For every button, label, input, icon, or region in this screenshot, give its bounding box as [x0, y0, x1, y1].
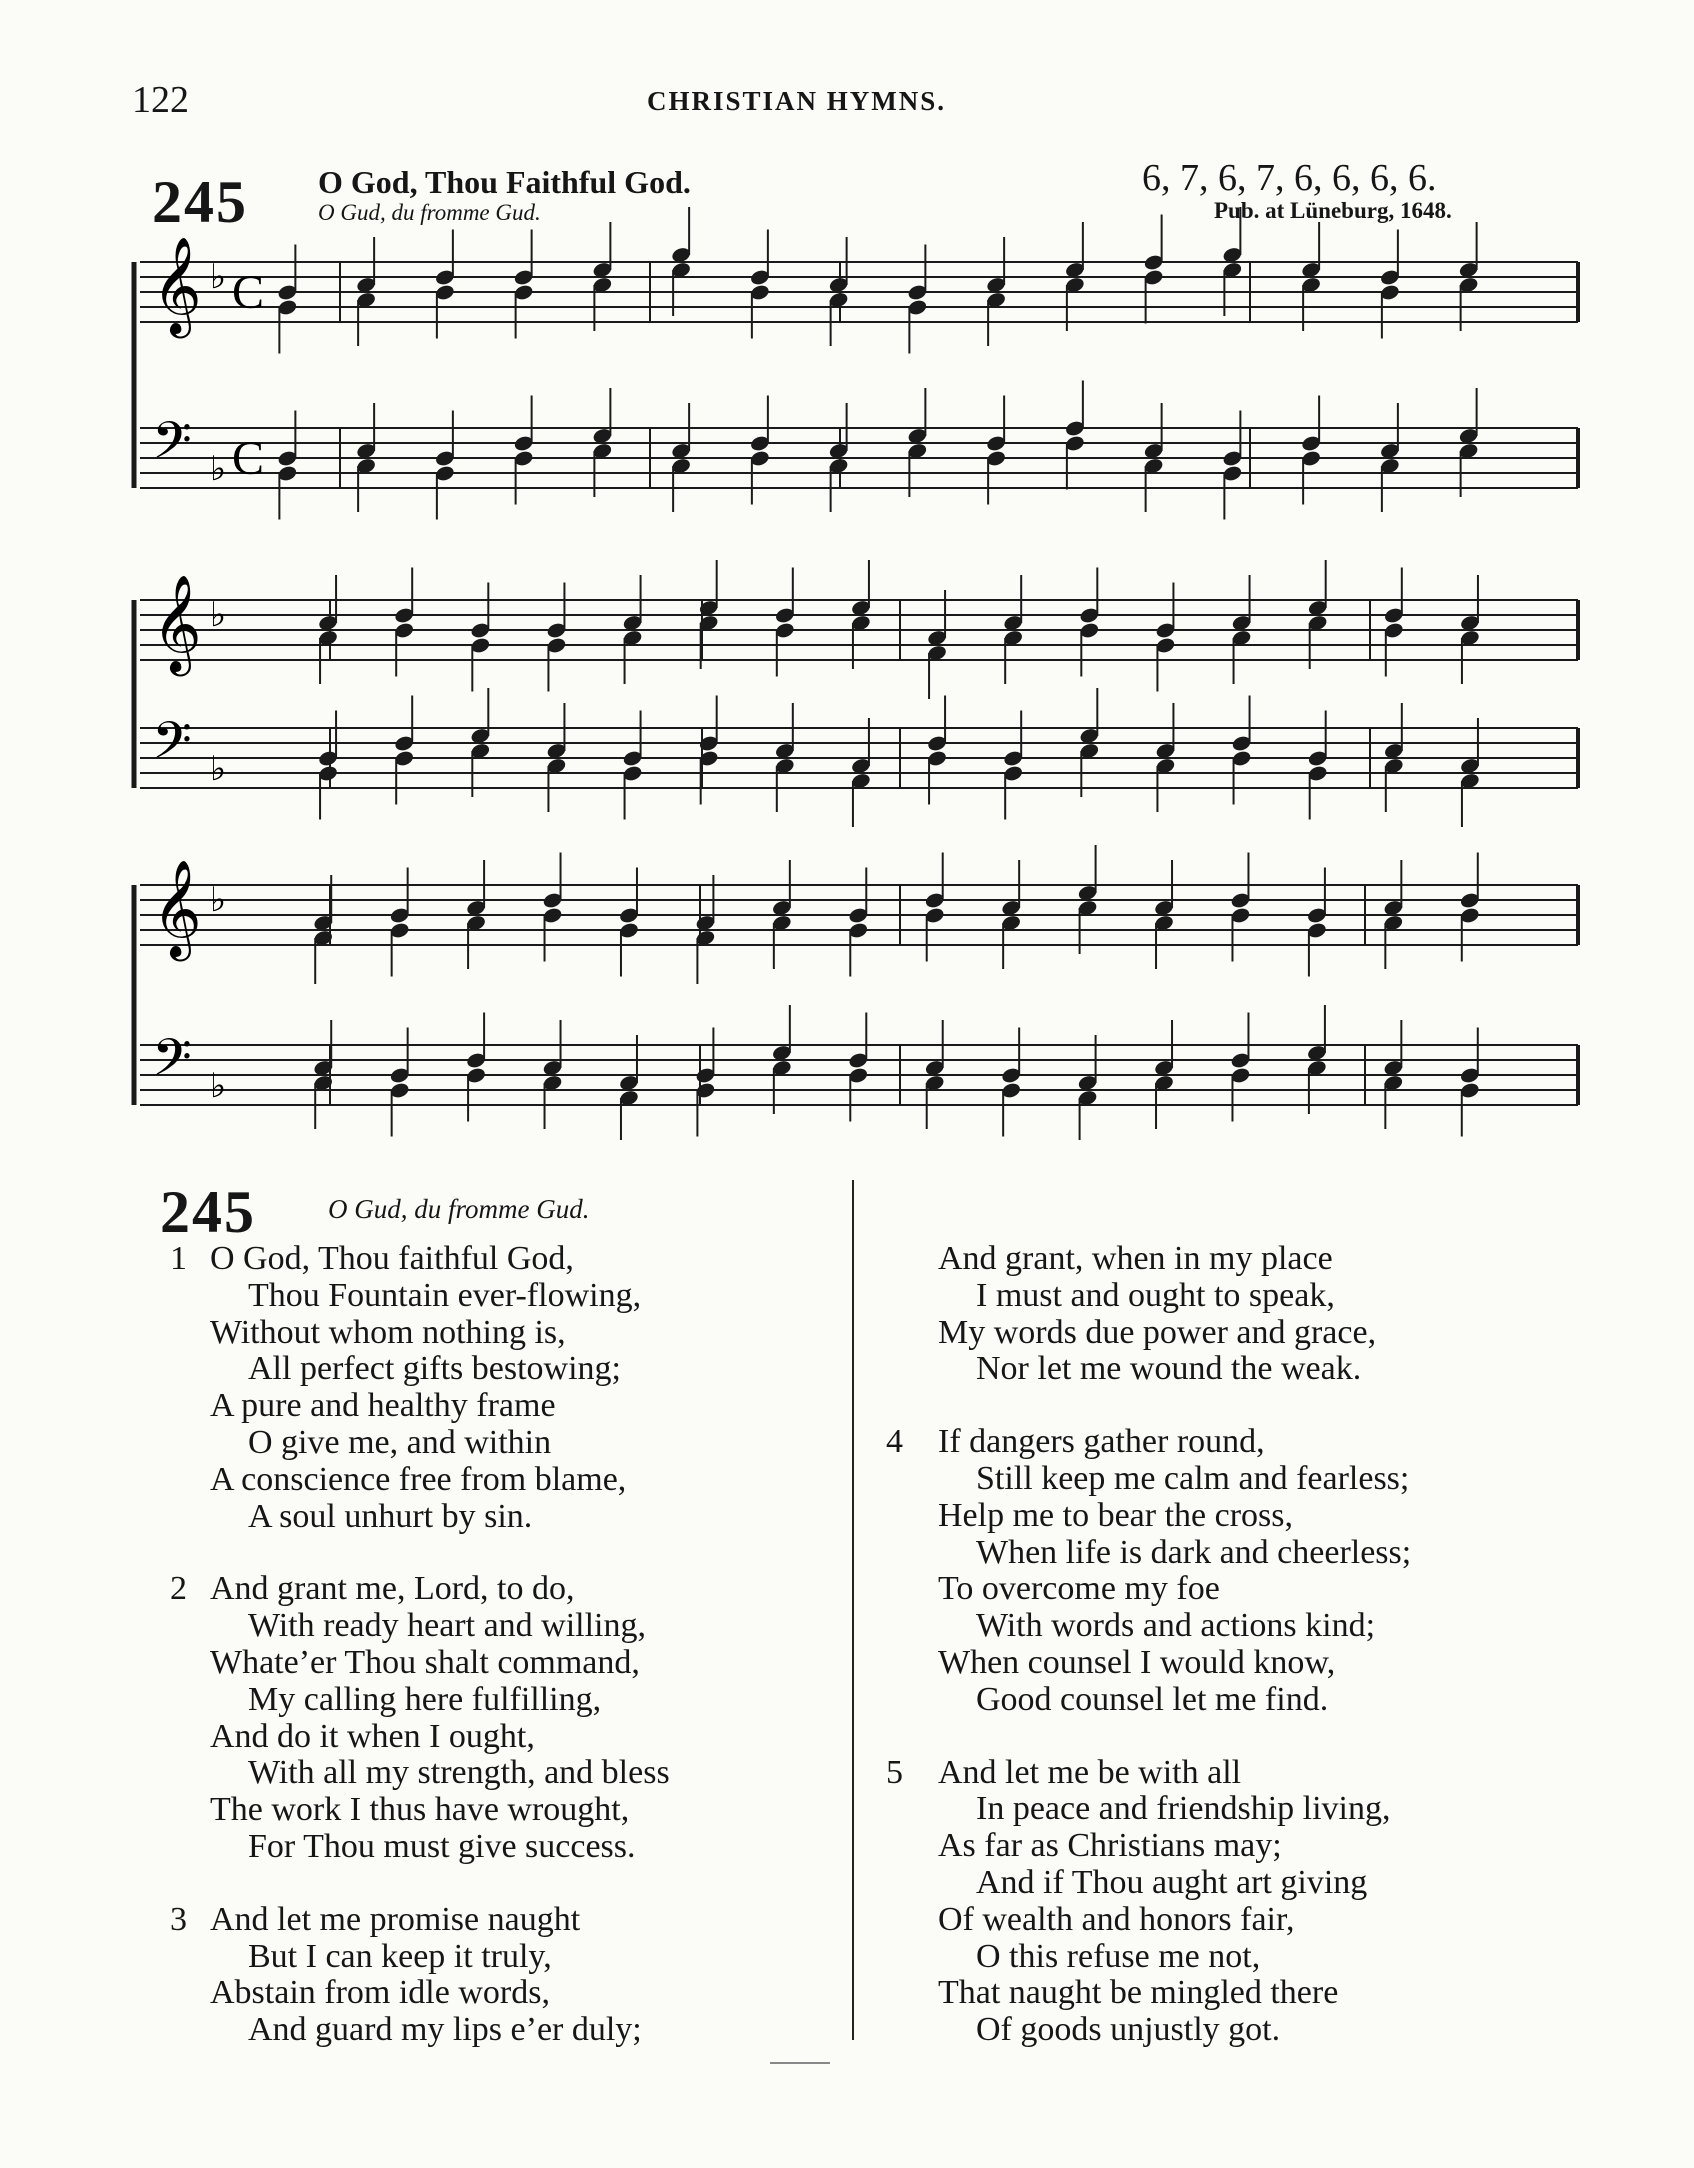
verse-line: Help me to bear the cross,	[938, 1496, 1293, 1534]
flat-sign: ♭	[210, 1066, 227, 1106]
flat-sign: ♭	[210, 595, 227, 635]
verse-line: O give me, and within	[248, 1423, 552, 1461]
verse-line: Good counsel let me find.	[976, 1680, 1329, 1718]
treble-clef: 𝄞	[152, 236, 202, 334]
stanza	[170, 1571, 820, 1865]
stanza-number: 2	[170, 1570, 187, 1608]
verse-line: And let me be with all	[938, 1753, 1242, 1791]
page-number: 122	[132, 79, 189, 121]
text-hymn-number: 245	[160, 1179, 256, 1245]
hymn-source: Pub. at Lüneburg, 1648.	[1214, 198, 1452, 223]
hymn-title: O God, Thou Faithful God.	[318, 164, 691, 200]
column-divider	[852, 1180, 854, 2040]
verse-line: Still keep me calm and fearless;	[976, 1459, 1410, 1497]
verse-line: As far as Christians may;	[938, 1827, 1282, 1865]
verse-line: And do it when I ought,	[210, 1717, 535, 1755]
text-column-left	[170, 1241, 820, 2085]
bass-clef: 𝄢	[152, 710, 192, 783]
bass-clef: 𝄢	[152, 410, 192, 483]
stanza-number: 3	[170, 1900, 187, 1938]
verse-line: I must and ought to speak,	[976, 1276, 1335, 1314]
flat-sign: ♭	[210, 449, 227, 489]
verse-line: Nor let me wound the weak.	[976, 1350, 1362, 1388]
hymn-number: 245	[152, 169, 248, 235]
verse-line: When counsel I would know,	[938, 1643, 1336, 1681]
verse-line: For Thou must give success.	[248, 1827, 636, 1865]
stanza-number: 4	[886, 1423, 903, 1461]
verse-line: That naught be mingled there	[938, 1974, 1339, 2012]
verse-line: With words and actions kind;	[976, 1607, 1376, 1645]
verse-line: A pure and healthy frame	[210, 1387, 556, 1425]
verse-line: Of wealth and honors fair,	[938, 1900, 1295, 1938]
verse-line: And if Thou aught art giving	[976, 1863, 1368, 1901]
treble-clef: 𝄞	[152, 574, 202, 672]
verse-line: All perfect gifts bestowing;	[248, 1350, 621, 1388]
bass-clef: 𝄢	[152, 1027, 192, 1100]
flat-sign: ♭	[210, 257, 227, 297]
verse-line: A conscience free from blame,	[210, 1460, 627, 1498]
flat-sign: ♭	[210, 880, 227, 920]
text-column-right	[886, 1241, 1586, 2085]
verse-line: Thou Fountain ever-flowing,	[248, 1276, 642, 1314]
verse-line: Whate’er Thou shalt command,	[210, 1643, 640, 1681]
verse-line: In peace and friendship living,	[976, 1790, 1391, 1828]
verse-line: To overcome my foe	[938, 1570, 1220, 1608]
verse-line: My words due power and grace,	[938, 1313, 1377, 1351]
stanza	[886, 1424, 1586, 1718]
running-head: CHRISTIAN HYMNS.	[647, 86, 947, 116]
verse-line: And grant me, Lord, to do,	[210, 1570, 575, 1608]
verse-line: And let me promise naught	[210, 1900, 581, 1938]
verse-line: With all my strength, and bless	[248, 1754, 670, 1792]
verse-line: A soul unhurt by sin.	[248, 1497, 533, 1535]
common-time: C	[232, 266, 265, 319]
verse-line: With ready heart and willing,	[248, 1607, 647, 1645]
flat-sign: ♭	[210, 749, 227, 789]
verse-line: And guard my lips e’er duly;	[248, 2011, 642, 2049]
stanza-number: 5	[886, 1753, 903, 1791]
verse-line: Abstain from idle words,	[210, 1974, 550, 2012]
verse-line: Without whom nothing is,	[210, 1313, 566, 1351]
stanza	[886, 1755, 1586, 2049]
verse-line: O this refuse me not,	[976, 1937, 1261, 1975]
hymn-meter: 6, 7, 6, 7, 6, 6, 6, 6.	[1142, 157, 1437, 199]
stanza	[170, 1902, 820, 2049]
common-time: C	[232, 432, 265, 485]
verse-line: Of goods unjustly got.	[976, 2011, 1281, 2049]
stanza	[170, 1241, 820, 1535]
verse-line: But I can keep it truly,	[248, 1937, 552, 1975]
text-original-title: O Gud, du fromme Gud.	[328, 1194, 590, 1224]
verse-line: My calling here fulfilling,	[248, 1680, 602, 1718]
verse-line: The work I thus have wrought,	[210, 1791, 630, 1829]
stanza-number: 1	[170, 1240, 187, 1277]
treble-clef: 𝄞	[152, 859, 202, 957]
verse-line: O God, Thou faithful God,	[210, 1240, 574, 1277]
verse-line: When life is dark and cheerless;	[976, 1533, 1412, 1571]
footer-rule	[770, 2062, 830, 2064]
verse-line: And grant, when in my place	[938, 1240, 1333, 1277]
stanza	[886, 1241, 1586, 1388]
hymn-original-title: O Gud, du fromme Gud.	[318, 200, 541, 225]
verse-line: If dangers gather round,	[938, 1423, 1265, 1461]
